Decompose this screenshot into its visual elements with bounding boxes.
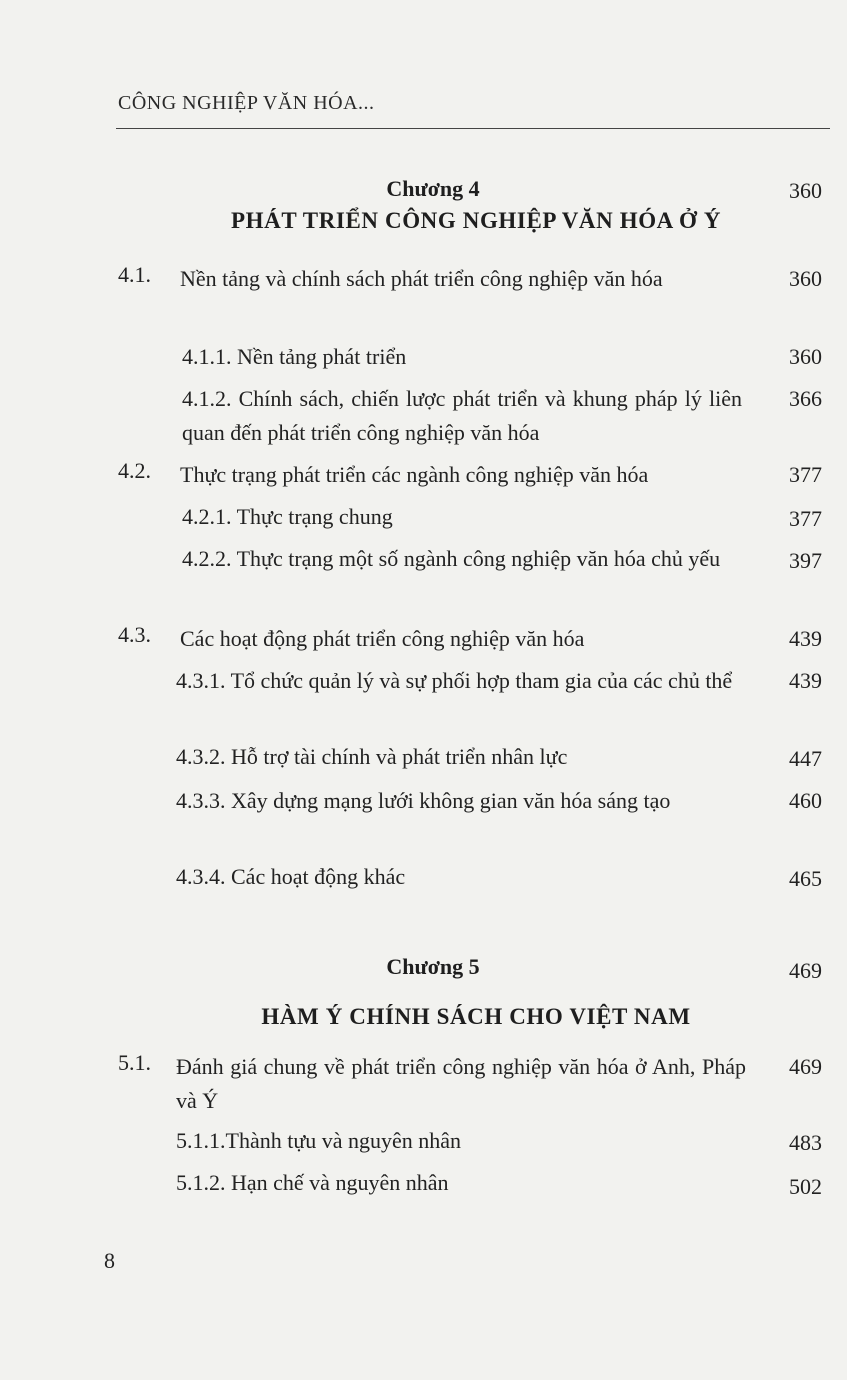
toc-entry-4-1: Nền tảng và chính sách phát triển công nghiệp văn hóa xyxy=(180,266,663,291)
toc-page: 360 xyxy=(789,344,822,369)
toc-entry-5-1-2: 5.1.2. Hạn chế và nguyên nhân xyxy=(176,1170,449,1195)
toc-entry-5-1: Đánh giá chung về phát triển công nghiệp văn hóa ở Anh, Pháp và Ý xyxy=(176,1054,746,1113)
toc-page: 465 xyxy=(789,866,822,891)
toc-page: 397 xyxy=(789,548,822,573)
chapter-4-page: 360 xyxy=(789,178,822,203)
toc-entry-4-3: Các hoạt động phát triển công nghiệp văn hóa xyxy=(180,626,585,651)
toc-page: 439 xyxy=(789,626,822,651)
toc-entry-4-3-1: 4.3.1. Tổ chức quản lý và sự phối hợp tham gia của các chủ thể xyxy=(176,668,733,693)
toc-page: 377 xyxy=(789,462,822,487)
section-number: 5.1. xyxy=(118,1050,151,1075)
toc-entry-4-2: Thực trạng phát triển các ngành công nghiệp văn hóa xyxy=(180,462,649,487)
toc-entry-4-3-2: 4.3.2. Hỗ trợ tài chính và phát triển nhân lực xyxy=(176,744,568,769)
toc-entry-5-1-1: 5.1.1.Thành tựu và nguyên nhân xyxy=(176,1128,462,1153)
toc-entry-4-1-2: 4.1.2. Chính sách, chiến lược phát triển và khung pháp lý liên quan đến phát triển công nghiệp văn hóa xyxy=(182,386,742,445)
toc-page: 439 xyxy=(789,668,822,693)
toc-page: 460 xyxy=(789,788,822,813)
toc-page: 447 xyxy=(789,746,822,771)
toc-entry-4-3-3: 4.3.3. Xây dựng mạng lưới không gian văn hóa sáng tạo xyxy=(176,788,671,813)
toc-page: 360 xyxy=(789,266,822,291)
chapter-5-title: HÀM Ý CHÍNH SÁCH CHO VIỆT NAM xyxy=(261,1004,691,1029)
section-number: 4.3. xyxy=(118,622,151,647)
toc-page: 502 xyxy=(789,1174,822,1199)
page-number: 8 xyxy=(104,1248,115,1273)
toc-page: 469 xyxy=(789,1054,822,1079)
section-number: 4.1. xyxy=(118,262,151,287)
toc-entry-4-2-1: 4.2.1. Thực trạng chung xyxy=(182,504,393,529)
toc-page: 366 xyxy=(789,386,822,411)
chapter-5-label: Chương 5 xyxy=(386,954,480,979)
toc-entry-4-1-1: 4.1.1. Nền tảng phát triển xyxy=(182,344,407,369)
header-rule xyxy=(116,128,830,129)
toc-entry-4-3-4: 4.3.4. Các hoạt động khác xyxy=(176,864,406,889)
toc-page: 483 xyxy=(789,1130,822,1155)
toc-page: 377 xyxy=(789,506,822,531)
toc-entry-4-2-2: 4.2.2. Thực trạng một số ngành công nghiệp văn hóa chủ yếu xyxy=(182,546,721,571)
running-head: CÔNG NGHIỆP VĂN HÓA... xyxy=(118,92,375,114)
chapter-4-label: Chương 4 xyxy=(386,176,480,201)
chapter-4-title: PHÁT TRIỂN CÔNG NGHIỆP VĂN HÓA Ở Ý xyxy=(230,208,722,233)
chapter-5-page: 469 xyxy=(789,958,822,983)
section-number: 4.2. xyxy=(118,458,151,483)
